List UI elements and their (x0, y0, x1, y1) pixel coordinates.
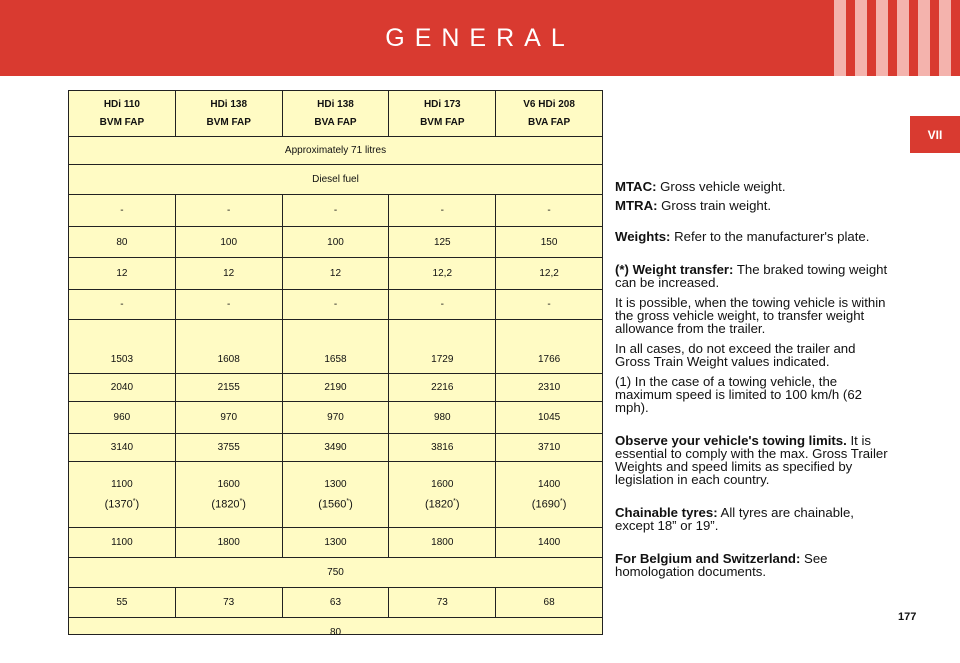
table-cell: 100 (176, 227, 283, 257)
specs-table (68, 90, 603, 638)
table-cell: 125 (389, 227, 496, 257)
table-cell: 1658 (283, 320, 390, 373)
table-cell: - (547, 299, 551, 310)
table-cell: - (176, 195, 283, 226)
table-cell: - (547, 205, 551, 216)
table-cell: 1100 (69, 528, 176, 557)
note-transfer-p3: In all cases, do not exceed the trailer and Gross Train Weight values indicated. (615, 341, 856, 369)
note-mtac: MTAC: Gross vehicle weight. (615, 179, 786, 194)
table-row (69, 402, 602, 434)
table-cell: 55 (69, 588, 176, 617)
table-cell: 73 (176, 588, 283, 617)
table-cell: 2216 (389, 374, 496, 401)
table-row (69, 374, 602, 402)
table-cell: 750 (327, 567, 344, 578)
table-cell: - (283, 290, 390, 319)
table-cell: 68 (543, 597, 555, 608)
note-transfer-p4: (1) In the case of a towing vehicle, the maximum speed is limited to 100 km/h (62 mph). (615, 374, 862, 415)
note-mtra: MTRA: Gross train weight. (615, 198, 772, 213)
table-cell: 3490 (283, 434, 390, 461)
table-cell: 3755 (176, 434, 283, 461)
table-cell: - (389, 195, 496, 226)
column-header: V6 HDi 208 BVA FAP (523, 98, 575, 128)
note-chains: Chainable tyres: All tyres are chainable, except 18” or 19”. (615, 505, 854, 533)
table-cell: 970 (283, 402, 390, 433)
table-cell: 12 (69, 258, 176, 289)
table-cell: 12,2 (389, 258, 496, 289)
table-row (69, 462, 602, 528)
table-cell: 1800 (176, 528, 283, 557)
table-row (69, 558, 602, 588)
table-cell: 3816 (389, 434, 496, 461)
table-cell: 1503 (69, 320, 176, 373)
table-cell: 100 (283, 227, 390, 257)
table-cell: 1100 (1370*) (69, 462, 176, 527)
table-row (69, 320, 602, 374)
table-cell: 1729 (389, 320, 496, 373)
table-cell: 1400 (537, 537, 561, 548)
table-cell: - (283, 195, 390, 226)
table-cell: 2155 (176, 374, 283, 401)
table-cell: 80 (329, 626, 342, 638)
table-cell: 3710 (537, 442, 561, 453)
table-cell: - (176, 290, 283, 319)
table-cell: 2190 (283, 374, 390, 401)
table-cell: 80 (69, 227, 176, 257)
table-cell: 1600 (1820*) (389, 462, 496, 527)
table-row (69, 195, 602, 227)
table-cell: 1608 (176, 320, 283, 373)
table-cell: 63 (283, 588, 390, 617)
table-cell: 1045 (537, 412, 561, 423)
table-cell: 73 (389, 588, 496, 617)
table-cell: 2310 (537, 382, 561, 393)
page-title: GENERAL (385, 24, 575, 52)
table-cell: 3140 (69, 434, 176, 461)
page-number: 177 (898, 611, 917, 623)
table-cell: 12 (283, 258, 390, 289)
table-cell: 150 (540, 236, 558, 248)
column-header: HDi 110 BVM FAP (69, 91, 176, 136)
table-row (69, 528, 602, 558)
note-observe: Observe your vehicle's towing limits. It is essential to comply with the max. Gross Trailer Weights and speed limits as specified by legislation in each country. (615, 433, 888, 487)
note-transfer: (*) Weight transfer: The braked towing weight can be increased. (615, 262, 888, 290)
table-cell: 2040 (69, 374, 176, 401)
table-cell: - (69, 290, 176, 319)
notes-column (615, 180, 893, 578)
column-header: HDi 138 BVA FAP (283, 91, 390, 136)
table-row (69, 227, 602, 258)
column-header: HDi 138 BVM FAP (176, 91, 283, 136)
table-row (69, 258, 602, 290)
table-header-row (69, 91, 602, 137)
note-transfer-p2: It is possible, when the towing vehicle is within the gross vehicle weight, to transfer weight allowance from the trailer. (615, 295, 886, 336)
table-cell: - (389, 290, 496, 319)
column-header: HDi 173 BVM FAP (389, 91, 496, 136)
chapter-tab[interactable]: VII (910, 116, 960, 153)
note-weights: Weights: Refer to the manufacturer's plate. (615, 229, 870, 244)
table-cell: 1300 (283, 528, 390, 557)
table-cell: 12,2 (539, 268, 559, 279)
table-cell: 1600 (1820*) (176, 462, 283, 527)
table-row (69, 588, 602, 618)
table-row (69, 137, 602, 165)
fuel-capacity: Approximately 71 litres (284, 145, 387, 156)
table-cell: 970 (176, 402, 283, 433)
table-cell: 12 (176, 258, 283, 289)
table-row (69, 434, 602, 462)
table-cell: 980 (389, 402, 496, 433)
table-row (69, 290, 602, 320)
table-cell: 1300 (1560*) (283, 462, 390, 527)
note-belgium: For Belgium and Switzerland: See homologation documents. (615, 551, 828, 579)
table-cell: 1800 (389, 528, 496, 557)
table-cell: 1766 (537, 354, 561, 365)
fuel-type: Diesel fuel (312, 174, 359, 185)
table-row (69, 165, 602, 195)
table-cell: - (69, 195, 176, 226)
table-cell: 960 (69, 402, 176, 433)
table-row (69, 618, 602, 646)
table-cell: 1400 (1690*) (531, 478, 567, 511)
